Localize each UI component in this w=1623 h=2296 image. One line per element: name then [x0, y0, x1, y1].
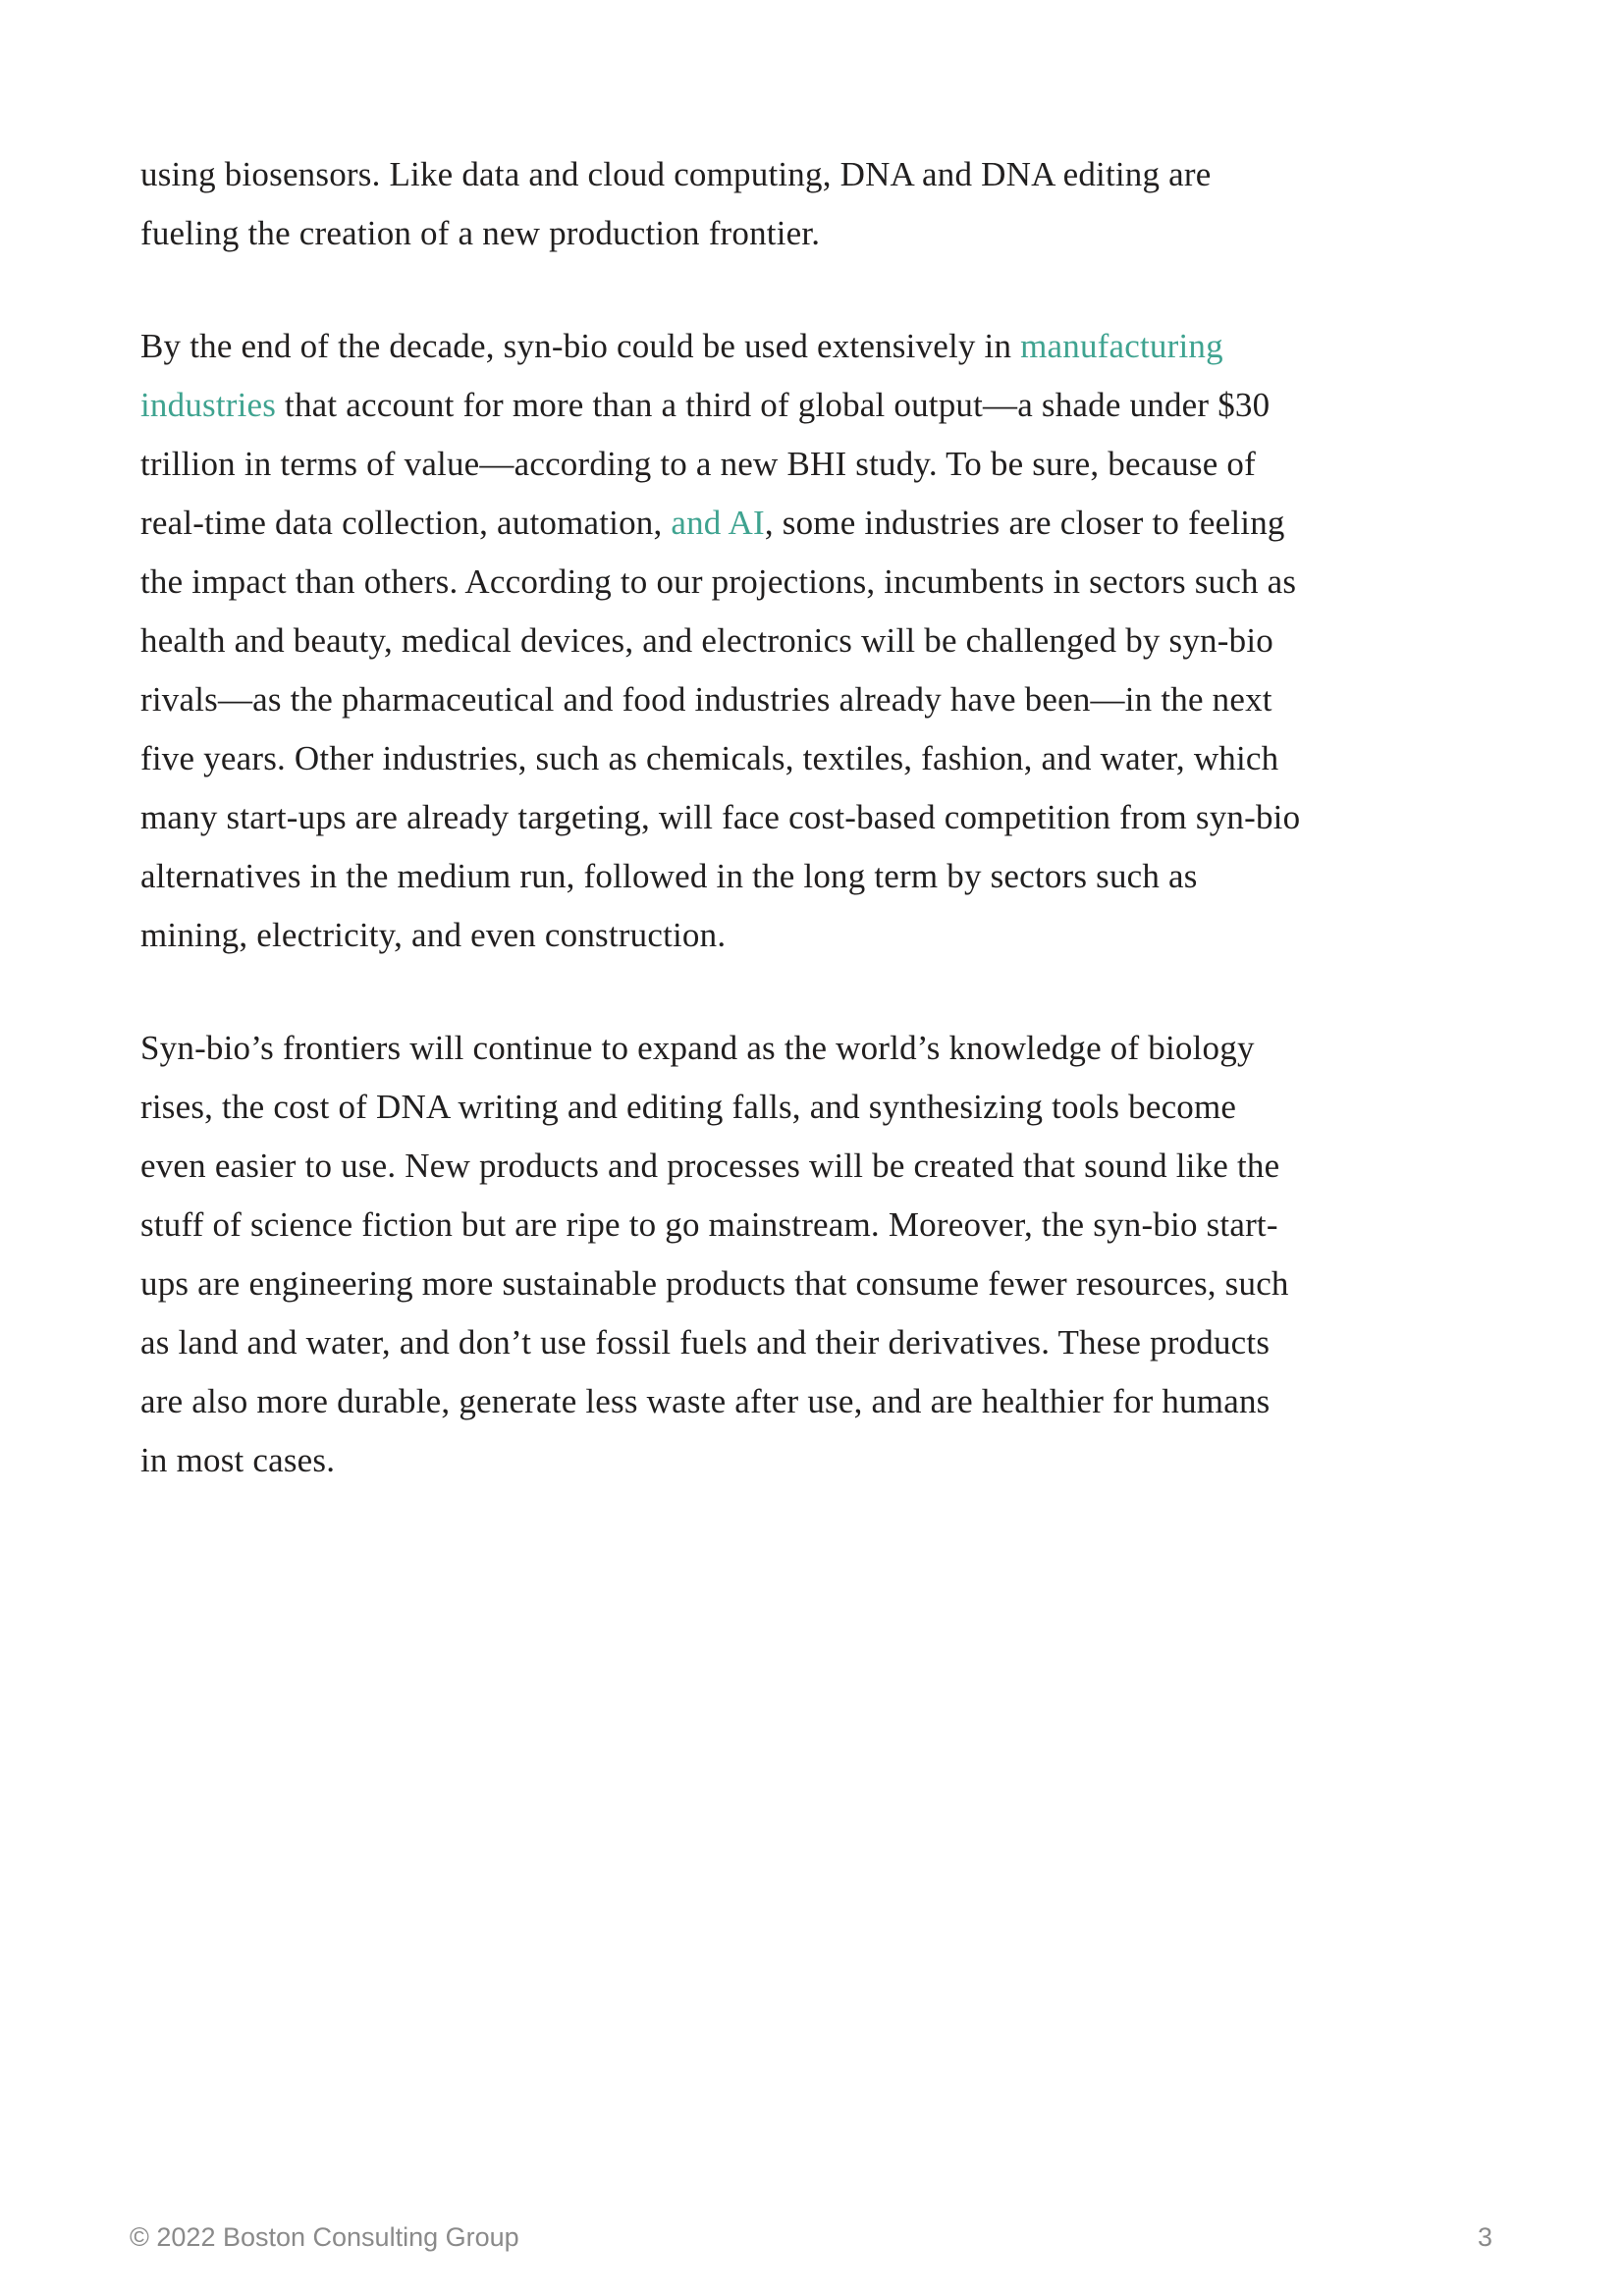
text-segment: Syn-bio’s frontiers will continue to expand as the world’s knowledge of biology [140, 1029, 1255, 1067]
text-segment: using biosensors. Like data and cloud computing, DNA and DNA editing are [140, 155, 1212, 193]
text-segment: By the end of the decade, syn-bio could be used extensively in [140, 327, 1021, 365]
paragraph [140, 145, 1515, 263]
article-body [140, 145, 1515, 1544]
text-segment: rivals—as the pharmaceutical and food industries already have been—in the next [140, 680, 1272, 719]
text-line [140, 1372, 1515, 1431]
page-number: 3 [1477, 2222, 1492, 2252]
text-segment: alternatives in the medium run, followed in the long term by sectors such as [140, 857, 1198, 895]
text-segment: fueling the creation of a new production frontier. [140, 214, 821, 252]
paragraph [140, 317, 1515, 965]
text-line [140, 435, 1515, 494]
copyright-notice: © 2022 Boston Consulting Group [130, 2222, 519, 2252]
text-line [140, 1255, 1515, 1313]
text-segment: even easier to use. New products and processes will be created that sound like the [140, 1147, 1280, 1185]
text-segment: in most cases. [140, 1441, 336, 1479]
text-segment: real-time data collection, automation, [140, 504, 672, 542]
text-line [140, 788, 1515, 847]
inline-link[interactable]: industries [140, 386, 277, 424]
text-segment: mining, electricity, and even construction. [140, 916, 727, 954]
text-line [140, 847, 1515, 906]
text-segment: ups are engineering more sustainable products that consume fewer resources, such [140, 1264, 1289, 1303]
text-line [140, 376, 1515, 435]
text-line [140, 145, 1515, 204]
text-line [140, 906, 1515, 965]
text-segment: trillion in terms of value—according to a new BHI study. To be sure, because of [140, 445, 1256, 483]
text-line [140, 553, 1515, 612]
inline-link[interactable]: and AI [671, 504, 765, 542]
text-line [140, 670, 1515, 729]
text-segment: as land and water, and don’t use fossil fuels and their derivatives. These products [140, 1323, 1271, 1362]
page-footer [130, 2220, 1492, 2254]
text-line [140, 494, 1515, 553]
text-line [140, 1196, 1515, 1255]
text-segment: , some industries are closer to feeling [764, 504, 1285, 542]
text-line [140, 1431, 1515, 1490]
text-segment: stuff of science fiction but are ripe to go mainstream. Moreover, the syn-bio start- [140, 1205, 1278, 1244]
text-segment: many start-ups are already targeting, will face cost-based competition from syn-bio [140, 798, 1301, 836]
text-segment: the impact than others. According to our projections, incumbents in sectors such as [140, 562, 1297, 601]
text-segment: that account for more than a third of global output—a shade under $30 [276, 386, 1271, 424]
text-segment: are also more durable, generate less waste after use, and are healthier for humans [140, 1382, 1271, 1420]
text-line [140, 1019, 1515, 1078]
text-line [140, 1313, 1515, 1372]
text-line [140, 612, 1515, 670]
text-line [140, 1137, 1515, 1196]
text-segment: rises, the cost of DNA writing and editing falls, and synthesizing tools become [140, 1088, 1237, 1126]
text-line [140, 729, 1515, 788]
text-segment: five years. Other industries, such as chemicals, textiles, fashion, and water, which [140, 739, 1279, 777]
text-line [140, 1078, 1515, 1137]
text-line [140, 204, 1515, 263]
paragraph [140, 1019, 1515, 1490]
text-segment: health and beauty, medical devices, and electronics will be challenged by syn-bio [140, 621, 1273, 660]
text-line [140, 317, 1515, 376]
inline-link[interactable]: manufacturing [1020, 327, 1223, 365]
